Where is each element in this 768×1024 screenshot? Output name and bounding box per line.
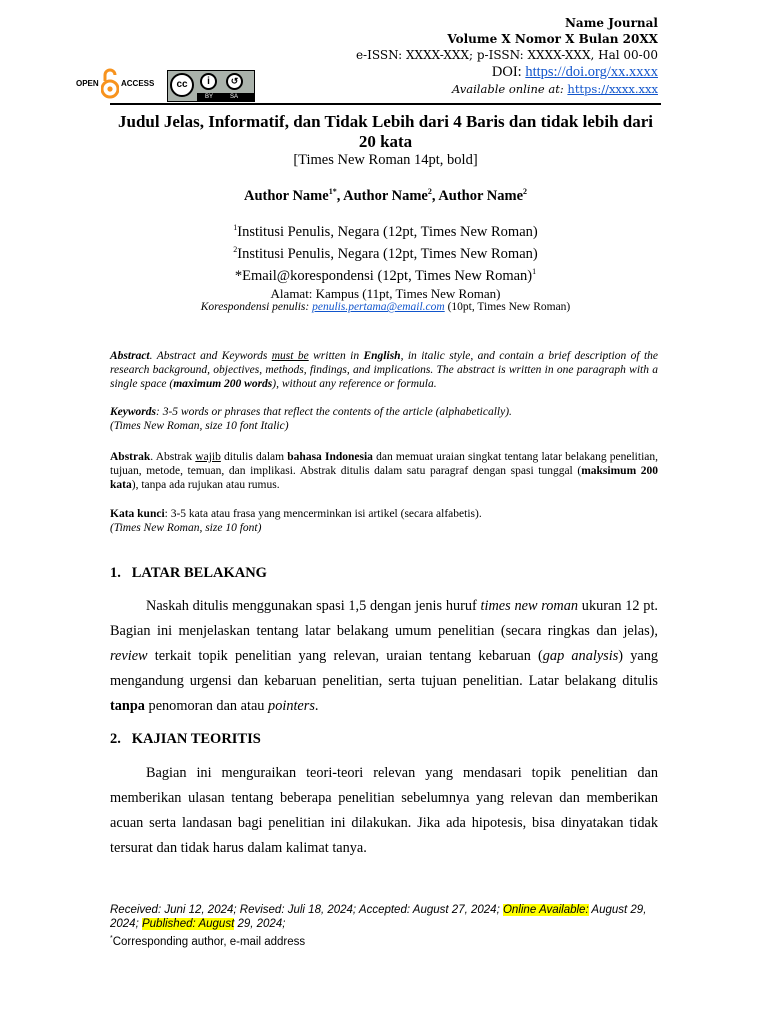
header-rule	[110, 103, 661, 105]
section-body-latar-belakang: Naskah ditulis menggunakan spasi 1,5 dengan jenis huruf times new roman ukuran 12 pt. Bagian ini menjelaskan tentang latar belakang umum penelitian (secara ringkas dan jelas), review terkait topik penelitian yang relevan, uraian tentang kebaruan (gap analysis) yang mengandung urgensi dan kebaruan penelitian, serta tujuan penelitian. Latar belakang ditulis tanpa penomoran dan atau pointers.	[110, 598, 658, 714]
journal-doi: DOI: https://doi.org/xx.xxxx	[491, 64, 658, 80]
corresponding-footnote: *Corresponding author, e-mail address	[110, 935, 306, 948]
article-dates: Received: Juni 12, 2024; Revised: Juli 18, 2024; Accepted: August 27, 2024; Online Available: August 29, 2024; Published: August 29, 2024;	[110, 904, 647, 930]
published-highlight: Published: August	[141, 918, 235, 930]
affiliation-2: $^2$Institusi Penulis, Negara (12pt, Times New Roman)	[233, 244, 538, 262]
doi-link[interactable]: https://doi.org/xx.xxxx	[525, 64, 658, 80]
cc-by-sa-logo	[167, 70, 255, 102]
author-list: Author Name$^{1*}$, Author Name$^2$, Author Name$^2$	[243, 187, 528, 204]
online-available-highlight: Online Available:	[502, 904, 589, 916]
journal-name: Name Journal	[564, 16, 658, 30]
journal-volume: Volume X Nomor X Bulan 20XX	[447, 32, 658, 46]
affiliation-1: $^1$Institusi Penulis, Negara (12pt, Times New Roman)	[233, 223, 538, 240]
article-title: Judul Jelas, Informatif, dan Tidak Lebih dari 4 Baris dan tidak lebih dari 20 kata	[117, 112, 653, 151]
corresponding-email-link[interactable]: penulis.pertama@email.com	[312, 301, 445, 313]
available-link[interactable]: https://xxxx.xxx	[567, 82, 658, 96]
available-online: Available online at: https://xxxx.xxx	[451, 82, 658, 96]
section-body-kajian-teoritis: Bagian ini menguraikan teori-teori relevan yang mendasari topik penelitian dan memberikan ulasan tentang beberapa penelitian sebelumnya yang relevan dan memberikan acuan serta landasan bagi penelitian ini dilakukan. Jika ada hipotesis, bisa dinyatakan tidak tersurat dan tidak harus dalam kalimat tanya.	[110, 765, 658, 856]
abstract-english: Abstract. Abstract and Keywords must be written in English, in italic style, and contain a brief description of the research background, objectives, methods, findings, and implications. The abstract is written in one paragraph with a single space (maximum 200 words), without any reference or formula.	[110, 350, 658, 390]
cc-by-label: BY	[205, 94, 214, 100]
open-lock-icon	[101, 68, 119, 100]
section-heading-latar-belakang: 1. LATAR BELAKANG	[110, 565, 267, 581]
abstract-indonesian: Abstrak. Abstrak wajib ditulis dalam bahasa Indonesia dan memuat uraian singkat tentang latar belakang penelitian, tujuan, metode, temuan, dan implikasi. Abstrak ditulis dalam satu paragraf dengan spasi tunggal (maksimum 200 kata), tanpa ada rujukan atau rumus.	[110, 451, 659, 491]
section-heading-kajian-teoritis: 2. KAJIAN TEORITIS	[110, 731, 261, 747]
title-font-note: [Times New Roman 14pt, bold]	[293, 152, 478, 168]
sa-icon: ↺	[226, 73, 243, 90]
by-icon: i	[200, 73, 217, 90]
cc-sa-label: SA	[230, 94, 239, 100]
corresponding-author: Korespondensi penulis: penulis.pertama@email.com (10pt, Times New Roman)	[200, 301, 571, 313]
journal-issn: e-ISSN: XXXX-XXX; p-ISSN: XXXX-XXX, Hal 00-00	[355, 48, 658, 62]
cc-icon: cc	[170, 73, 194, 97]
journal-header	[356, 15, 658, 97]
keywords-indonesian: Kata kunci: 3-5 kata atau frasa yang mencerminkan isi artikel (secara alfabetis). (Times New Roman, size 10 font)	[110, 508, 482, 534]
open-access-logo: OPEN ACCESS	[74, 68, 162, 100]
address-line: Alamat: Kampus (11pt, Times New Roman)	[270, 286, 501, 301]
keywords-english: Keywords: 3-5 words or phrases that reflect the contents of the article (alphabetically). (Times New Roman, size 10 font Italic)	[110, 406, 512, 432]
affiliations	[110, 219, 661, 284]
correspondence-email: *Email@korespondensi (12pt, Times New Roman)$^1$	[234, 266, 537, 284]
